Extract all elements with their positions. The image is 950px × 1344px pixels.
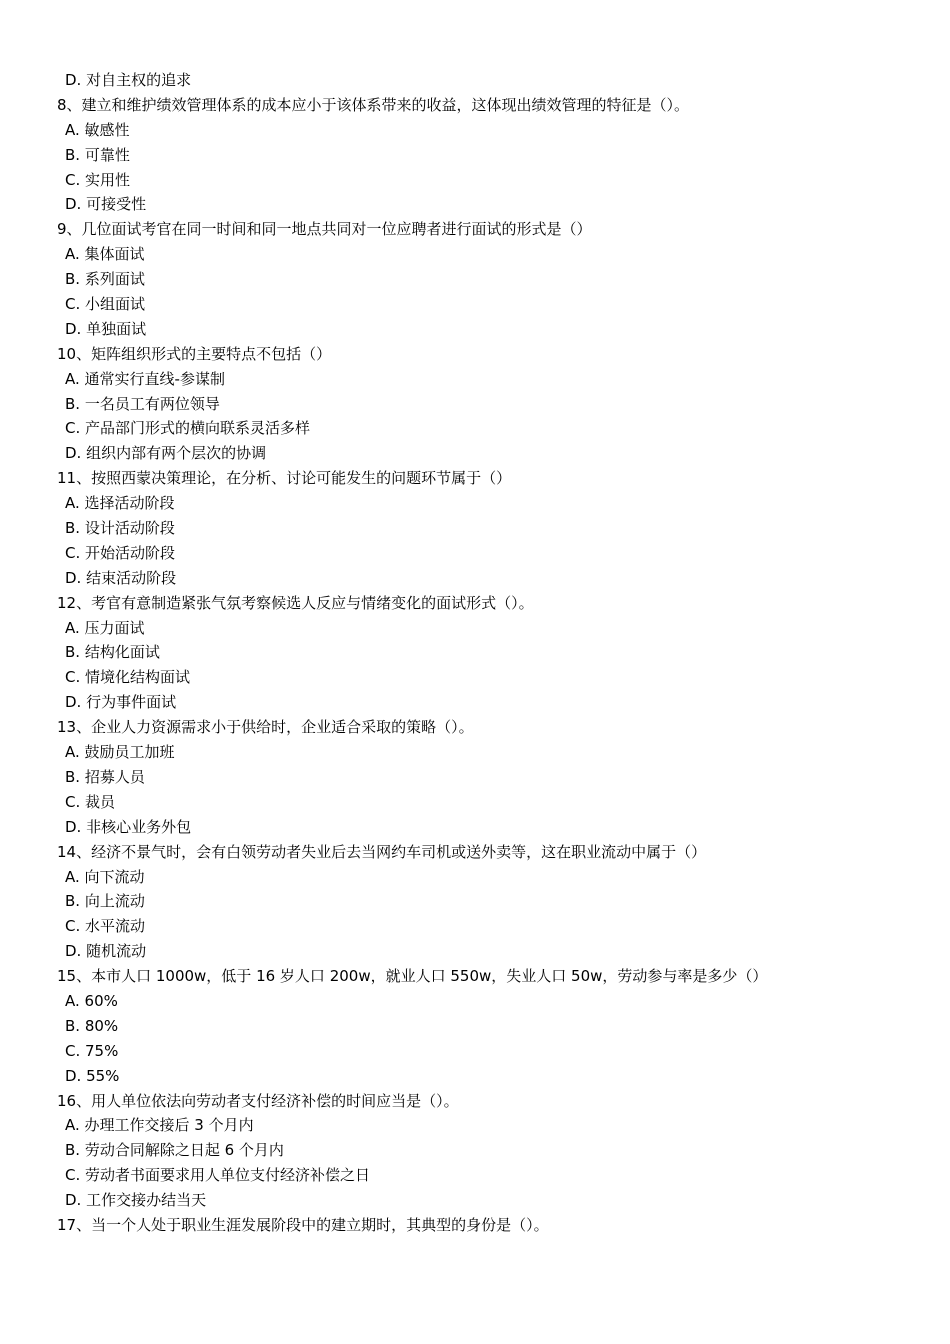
answer-option: D. 行为事件面试 bbox=[65, 693, 177, 712]
question-text: 9、几位面试考官在同一时间和同一地点共同对一位应聘者进行面试的形式是（） bbox=[57, 220, 592, 239]
answer-option: B. 向上流动 bbox=[65, 892, 145, 911]
answer-option: D. 随机流动 bbox=[65, 942, 147, 961]
answer-option: D. 55% bbox=[65, 1066, 120, 1085]
answer-option: A. 办理工作交接后 3 个月内 bbox=[65, 1116, 254, 1135]
answer-option: D. 对自主权的追求 bbox=[65, 71, 192, 89]
answer-option: A. 鼓励员工加班 bbox=[65, 743, 175, 762]
answer-option: B. 设计活动阶段 bbox=[65, 519, 175, 538]
answer-option: A. 通常实行直线-参谋制 bbox=[65, 369, 225, 388]
answer-option: A. 向下流动 bbox=[65, 867, 145, 886]
answer-option: A. 60% bbox=[65, 991, 118, 1010]
answer-option: C. 小组面试 bbox=[65, 295, 146, 314]
answer-option: D. 结束活动阶段 bbox=[65, 568, 177, 587]
answer-option: C. 产品部门形式的横向联系灵活多样 bbox=[65, 419, 311, 438]
answer-option: C. 情境化结构面试 bbox=[65, 668, 191, 687]
answer-option: B. 一名员工有两位领导 bbox=[65, 394, 220, 413]
answer-option: D. 单独面试 bbox=[65, 319, 147, 338]
answer-option: C. 实用性 bbox=[65, 170, 131, 189]
question-text: 15、本市人口 1000w，低于 16 岁人口 200w，就业人口 550w，失业人口 50w，劳动参与率是多少（） bbox=[57, 967, 768, 986]
answer-option: B. 可靠性 bbox=[65, 145, 130, 164]
answer-option: A. 选择活动阶段 bbox=[65, 494, 175, 513]
answer-option: C. 75% bbox=[65, 1041, 119, 1060]
question-text: 14、经济不景气时，会有白领劳动者失业后去当网约车司机或送外卖等，这在职业流动中属于（） bbox=[57, 842, 707, 861]
answer-option: A. 集体面试 bbox=[65, 245, 145, 264]
answer-option: D. 组织内部有两个层次的协调 bbox=[65, 444, 267, 463]
answer-option: C. 开始活动阶段 bbox=[65, 543, 176, 562]
answer-option: B. 系列面试 bbox=[65, 270, 145, 289]
question-text: 13、企业人力资源需求小于供给时，企业适合采取的策略（）。 bbox=[57, 718, 474, 737]
answer-option: D. 可接受性 bbox=[65, 195, 147, 214]
answer-option: C. 劳动者书面要求用人单位支付经济补偿之日 bbox=[65, 1166, 371, 1185]
answer-option: C. 水平流动 bbox=[65, 917, 146, 936]
answer-option: A. 敏感性 bbox=[65, 120, 130, 139]
question-text: 11、按照西蒙决策理论，在分析、讨论可能发生的问题环节属于（） bbox=[57, 469, 512, 488]
answer-option: C. 裁员 bbox=[65, 792, 116, 811]
answer-option: B. 招募人员 bbox=[65, 767, 145, 786]
question-text: 16、用人单位依法向劳动者支付经济补偿的时间应当是（）。 bbox=[57, 1091, 459, 1110]
question-text: 17、当一个人处于职业生涯发展阶段中的建立期时，其典型的身份是（）。 bbox=[57, 1215, 549, 1234]
question-text: 10、矩阵组织形式的主要特点不包括（） bbox=[57, 344, 332, 363]
answer-option: B. 劳动合同解除之日起 6 个月内 bbox=[65, 1141, 284, 1160]
question-text: 12、考官有意制造紧张气氛考察候选人反应与情绪变化的面试形式（）。 bbox=[57, 593, 534, 612]
document-page bbox=[0, 68, 950, 1238]
answer-option: B. 结构化面试 bbox=[65, 643, 160, 662]
answer-option: D. 非核心业务外包 bbox=[65, 817, 192, 836]
answer-option: A. 压力面试 bbox=[65, 618, 145, 637]
question-text: 8、建立和维护绩效管理体系的成本应小于该体系带来的收益，这体现出绩效管理的特征是（）。 bbox=[57, 95, 690, 114]
answer-option: D. 工作交接办结当天 bbox=[65, 1191, 207, 1210]
answer-option: B. 80% bbox=[65, 1016, 119, 1035]
